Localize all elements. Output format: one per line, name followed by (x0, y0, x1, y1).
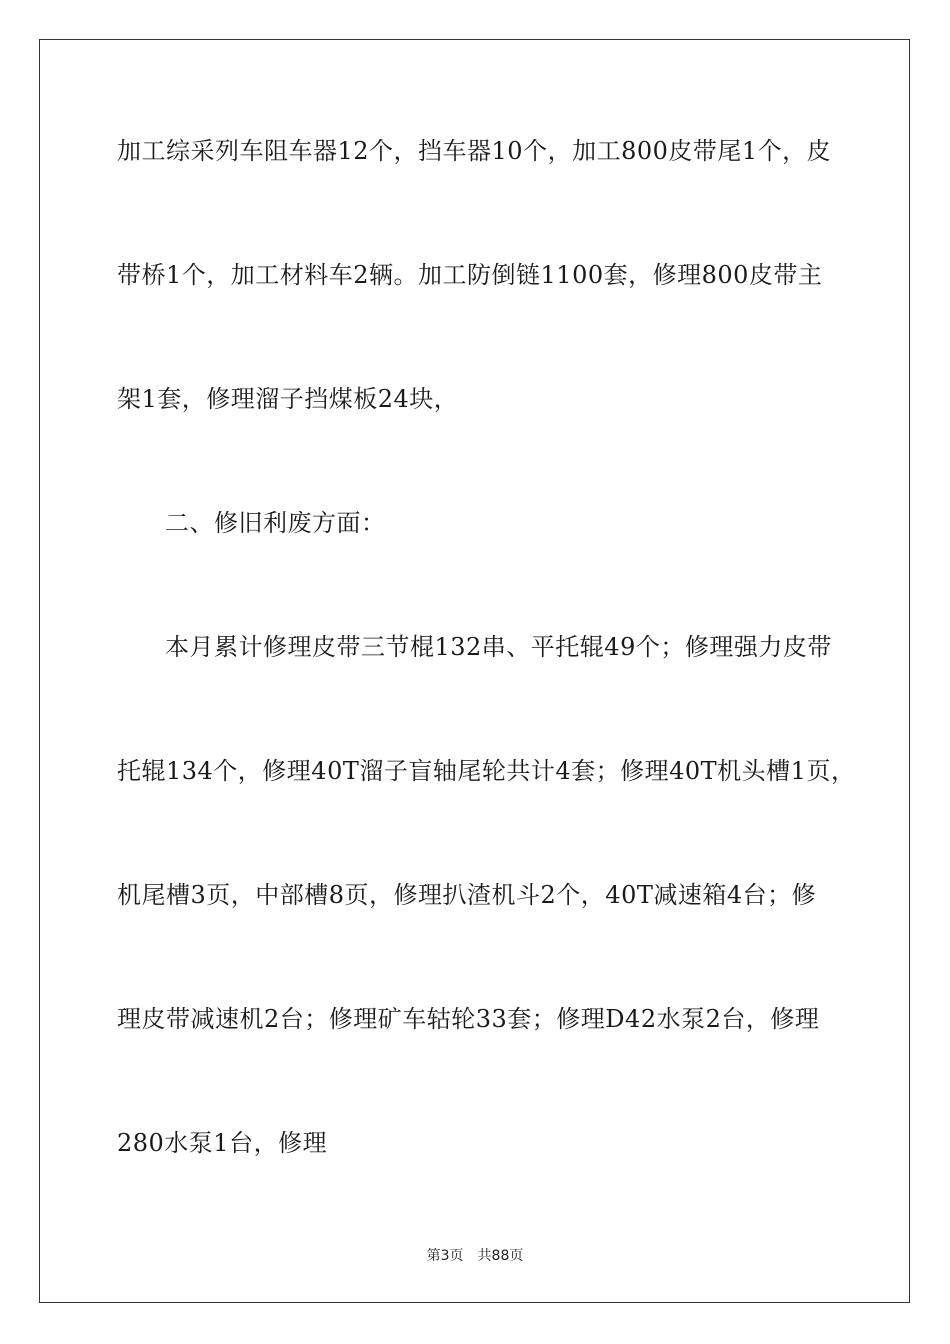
body-text-line: 架1套，修理溜子挡煤板24块， (117, 385, 459, 413)
body-text-line: 280水泵1台，修理 (117, 1129, 328, 1157)
body-text-line: 托辊134个，修理40T溜子盲轴尾轮共计4套；修理40T机头槽1页， (117, 757, 856, 785)
body-text-line: 机尾槽3页，中部槽8页，修理扒渣机斗2个，40T减速箱4台；修 (117, 881, 817, 909)
body-text-line: 加工综采列车阻车器12个，挡车器10个，加工800皮带尾1个，皮 (117, 137, 832, 165)
page-total: 共88页 (477, 1248, 524, 1264)
body-text-line: 带桥1个，加工材料车2辆。加工防倒链1100套，修理800皮带主 (117, 261, 823, 289)
body-text-line: 本月累计修理皮带三节棍132串、平托辊49个；修理强力皮带 (165, 633, 832, 661)
page-footer (0, 1247, 950, 1265)
body-text-line: 理皮带减速机2台；修理矿车轱轮33套；修理D42水泵2台，修理 (117, 1005, 820, 1033)
section-heading: 二、修旧利废方面： (165, 509, 386, 537)
page-number: 第3页 (426, 1248, 464, 1264)
page-border (39, 39, 910, 1303)
